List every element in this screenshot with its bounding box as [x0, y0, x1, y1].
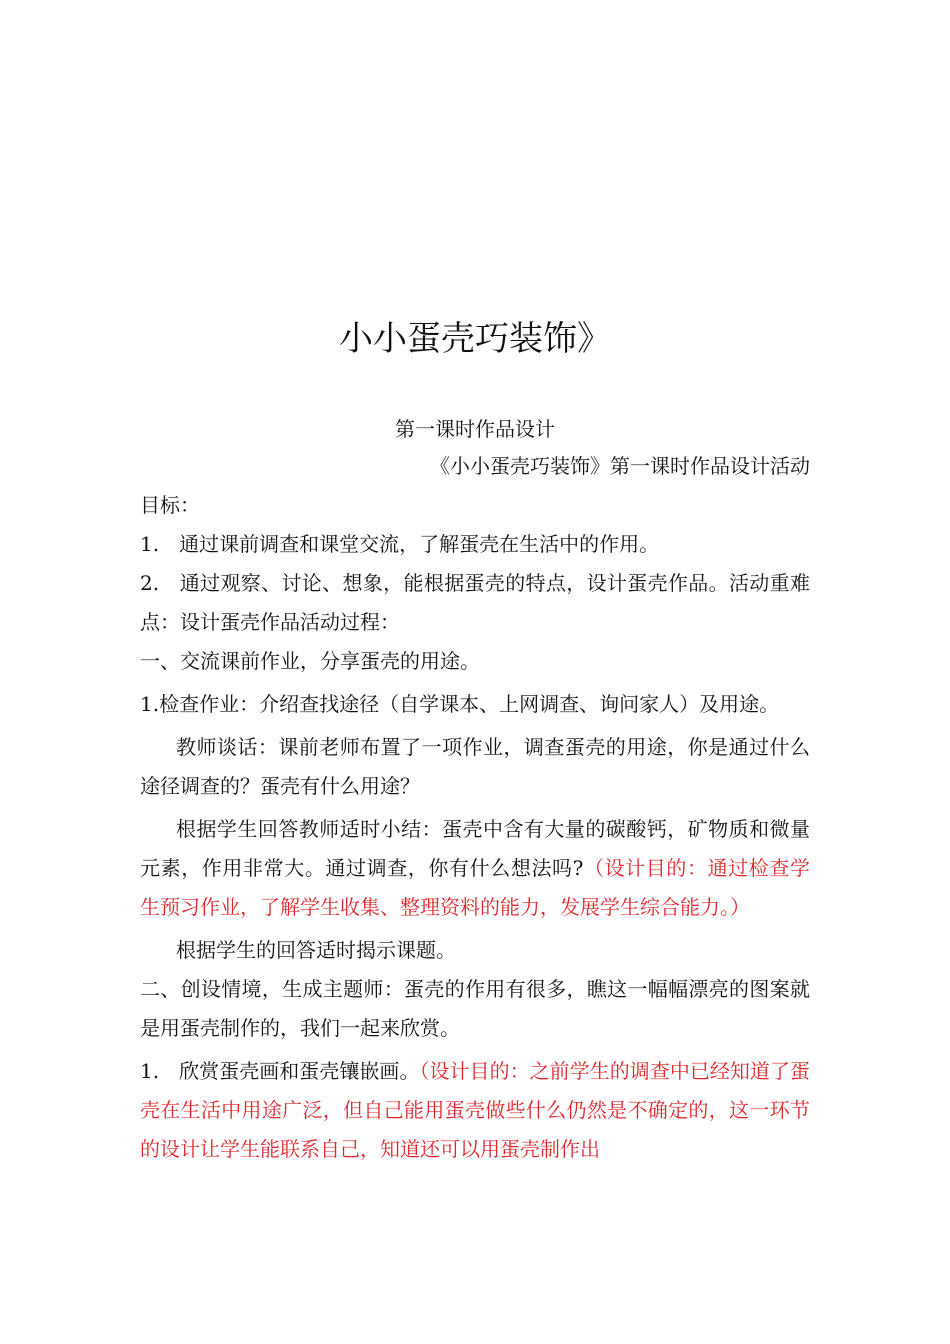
goal-2: 2. 通过观察、讨论、想象，能根据蛋壳的特点，设计蛋壳作品。活动重难点：设计蛋壳作品活动过程： — [140, 571, 810, 634]
goals-label: 目标： — [140, 493, 200, 517]
section-1-heading: 一、交流课前作业，分享蛋壳的用途。 — [140, 649, 480, 673]
section-2-heading: 二、创设情境，生成主题师：蛋壳的作用有很多，瞧这一幅幅漂亮的图案就是用蛋壳制作的，我们一起来欣赏。 — [140, 977, 810, 1040]
reveal-topic: 根据学生的回答适时揭示课题。 — [176, 938, 456, 962]
lesson-subtitle: 第一课时作品设计 — [395, 417, 555, 441]
goal-1: 1. 通过课前调查和课堂交流，了解蛋壳在生活中的作用。 — [140, 532, 660, 556]
item-1: 1.检查作业：介绍查找途径（自学课本、上网调查、询问家人）及用途。 — [140, 692, 780, 716]
item-2-paragraph — [140, 1052, 810, 1169]
item-2: 1. 欣赏蛋壳画和蛋壳镶嵌画。 — [140, 1059, 420, 1083]
summary-text: 根据学生回答教师适时小结：蛋壳中含有大量的碳酸钙，矿物质和微量元素，作用非常大。通过调查，你有什么想法吗? — [140, 817, 810, 880]
document-body — [140, 447, 810, 1169]
summary-paragraph — [140, 810, 810, 927]
teacher-talk: 教师谈话：课前老师布置了一项作业，调查蛋壳的用途，你是通过什么途径调查的？蛋壳有什么用途？ — [140, 735, 810, 798]
design-purpose-2: （设计目的：之前学生的调查中已经知道了蛋壳在生活中用途广泛，但自己能用蛋壳做些什么仍然是不确定的，这一环节的设计让学生能联系自己，知道还可以用蛋壳制作出 — [140, 1059, 810, 1161]
activity-title: 《小小蛋壳巧装饰》第一课时作品设计活动 — [430, 454, 810, 478]
design-purpose-1: （设计目的：通过检查学生预习作业，了解学生收集、整理资料的能力，发展学生综合能力。） — [140, 856, 810, 919]
document-title: 小小蛋壳巧装饰》 — [339, 319, 611, 359]
